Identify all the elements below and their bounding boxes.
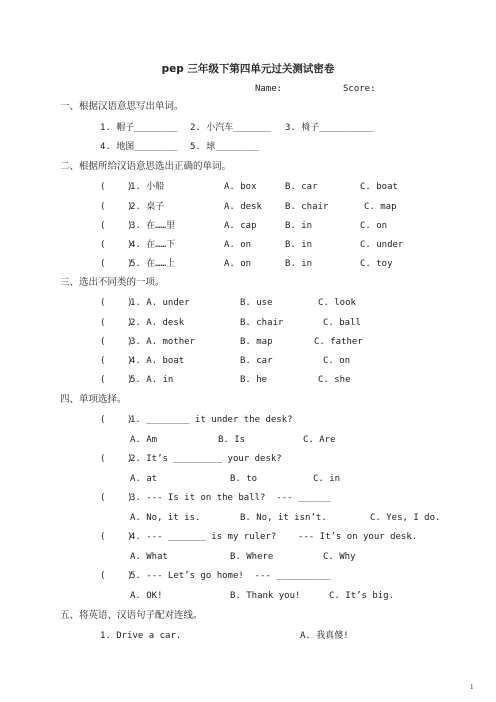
option-c: C. in bbox=[313, 474, 341, 484]
option-b: B. in bbox=[285, 240, 313, 250]
option-c: C. look bbox=[318, 298, 356, 308]
option-a: A. cap bbox=[224, 221, 257, 231]
option-a: A. No, it is. bbox=[130, 513, 201, 523]
option-a: 3. A. mother bbox=[130, 337, 196, 347]
option-c: C. toy bbox=[360, 259, 393, 269]
option-a: A. on bbox=[224, 259, 252, 269]
question-text: 2. 桌子 bbox=[130, 202, 165, 212]
option-a: 5. A. in bbox=[130, 375, 174, 385]
page-number: 1 bbox=[470, 683, 474, 691]
option-a: A. desk bbox=[224, 202, 262, 212]
question-text: 5. 在……上 bbox=[130, 259, 176, 269]
option-a: 4. A. boat bbox=[130, 356, 185, 366]
option-a: A. What bbox=[130, 552, 168, 562]
option-b: B. Thank you! bbox=[230, 591, 301, 601]
match-right-item-a: A. 我真傻! bbox=[300, 631, 349, 641]
question-text: 3. 在……里 bbox=[130, 221, 176, 231]
option-a: 2. A. desk bbox=[130, 318, 185, 328]
answer-paren: ( ) bbox=[100, 571, 133, 581]
option-b: B. Is bbox=[218, 435, 246, 445]
option-a: A. Am bbox=[130, 435, 158, 445]
question-text: 1. 小船 bbox=[130, 182, 165, 192]
question-text: 3. --- Is it on the ball? --- ______ bbox=[130, 493, 331, 503]
answer-paren: ( ) bbox=[100, 337, 133, 347]
option-a: 1. A. under bbox=[130, 298, 190, 308]
option-b: B. map bbox=[240, 337, 273, 347]
answer-paren: ( ) bbox=[100, 202, 133, 212]
option-c: C. Yes, I do. bbox=[370, 513, 441, 523]
section-2-heading: 二、根据所给汉语意思选出正确的单词。 bbox=[60, 161, 232, 172]
option-a: A. OK! bbox=[130, 591, 163, 601]
answer-paren: ( ) bbox=[100, 318, 133, 328]
option-b: B. he bbox=[240, 375, 268, 385]
option-b: B. use bbox=[240, 298, 273, 308]
s1-item-5: 5. 球________ bbox=[190, 142, 259, 152]
option-b: B. in bbox=[285, 259, 313, 269]
section-4-heading: 四、单项选择。 bbox=[60, 394, 127, 405]
s1-item-3: 3. 椅子__________ bbox=[285, 123, 374, 133]
answer-paren: ( ) bbox=[100, 375, 133, 385]
answer-paren: ( ) bbox=[100, 493, 133, 503]
option-b: B. chair bbox=[240, 318, 284, 328]
option-c: C. Are bbox=[303, 435, 336, 445]
answer-paren: ( ) bbox=[100, 240, 133, 250]
answer-paren: ( ) bbox=[100, 532, 133, 542]
option-b: B. No, it isn’t. bbox=[240, 513, 327, 523]
s1-item-4: 4. 地图________ bbox=[100, 142, 178, 152]
name-label: Name: bbox=[255, 84, 283, 94]
option-b: B. car bbox=[285, 182, 318, 192]
section-5-heading: 五、将英语、汉语句子配对连线。 bbox=[60, 610, 203, 621]
option-a: A. box bbox=[224, 182, 257, 192]
option-c: C. Why bbox=[323, 552, 356, 562]
page-title: pep 三年级下第四单元过关测试密卷 bbox=[161, 63, 335, 75]
score-label: Score: bbox=[343, 84, 376, 94]
option-c: C. on bbox=[323, 356, 351, 366]
answer-paren: ( ) bbox=[100, 259, 133, 269]
question-text: 1. ________ it under the desk? bbox=[130, 415, 293, 425]
option-c: C. ball bbox=[323, 318, 361, 328]
option-c: C. It’s big. bbox=[329, 591, 395, 601]
question-text: 2. It’s _________ your desk? bbox=[130, 454, 282, 464]
answer-paren: ( ) bbox=[100, 356, 133, 366]
option-c: C. map bbox=[364, 202, 397, 212]
question-text: 5. --- Let’s go home! --- __________ bbox=[130, 571, 331, 581]
question-text: 4. 在……下 bbox=[130, 240, 176, 250]
answer-paren: ( ) bbox=[100, 221, 133, 231]
answer-paren: ( ) bbox=[100, 298, 133, 308]
question-text: 4. --- _______ is my ruler? --- It’s on your desk. bbox=[130, 532, 418, 542]
answer-paren: ( ) bbox=[100, 415, 133, 425]
option-b: B. car bbox=[240, 356, 273, 366]
option-c: C. boat bbox=[360, 182, 398, 192]
option-c: C. father bbox=[314, 337, 363, 347]
s1-item-2: 2. 小汽车_______ bbox=[190, 123, 272, 133]
option-b: B. chair bbox=[285, 202, 329, 212]
section-1-heading: 一、根据汉语意思写出单词。 bbox=[60, 101, 184, 112]
option-b: B. Where bbox=[230, 552, 274, 562]
section-3-heading: 三、选出不同类的一项。 bbox=[60, 277, 165, 288]
option-c: C. on bbox=[360, 221, 388, 231]
s1-item-1: 1. 帽子________ bbox=[100, 123, 178, 133]
option-b: B. to bbox=[230, 474, 258, 484]
option-a: A. on bbox=[224, 240, 252, 250]
option-b: B. in bbox=[285, 221, 313, 231]
answer-paren: ( ) bbox=[100, 454, 133, 464]
option-c: C. she bbox=[318, 375, 351, 385]
match-left-item-1: 1. Drive a car. bbox=[100, 631, 182, 641]
option-c: C. under bbox=[360, 240, 404, 250]
option-a: A. at bbox=[130, 474, 158, 484]
answer-paren: ( ) bbox=[100, 182, 133, 192]
